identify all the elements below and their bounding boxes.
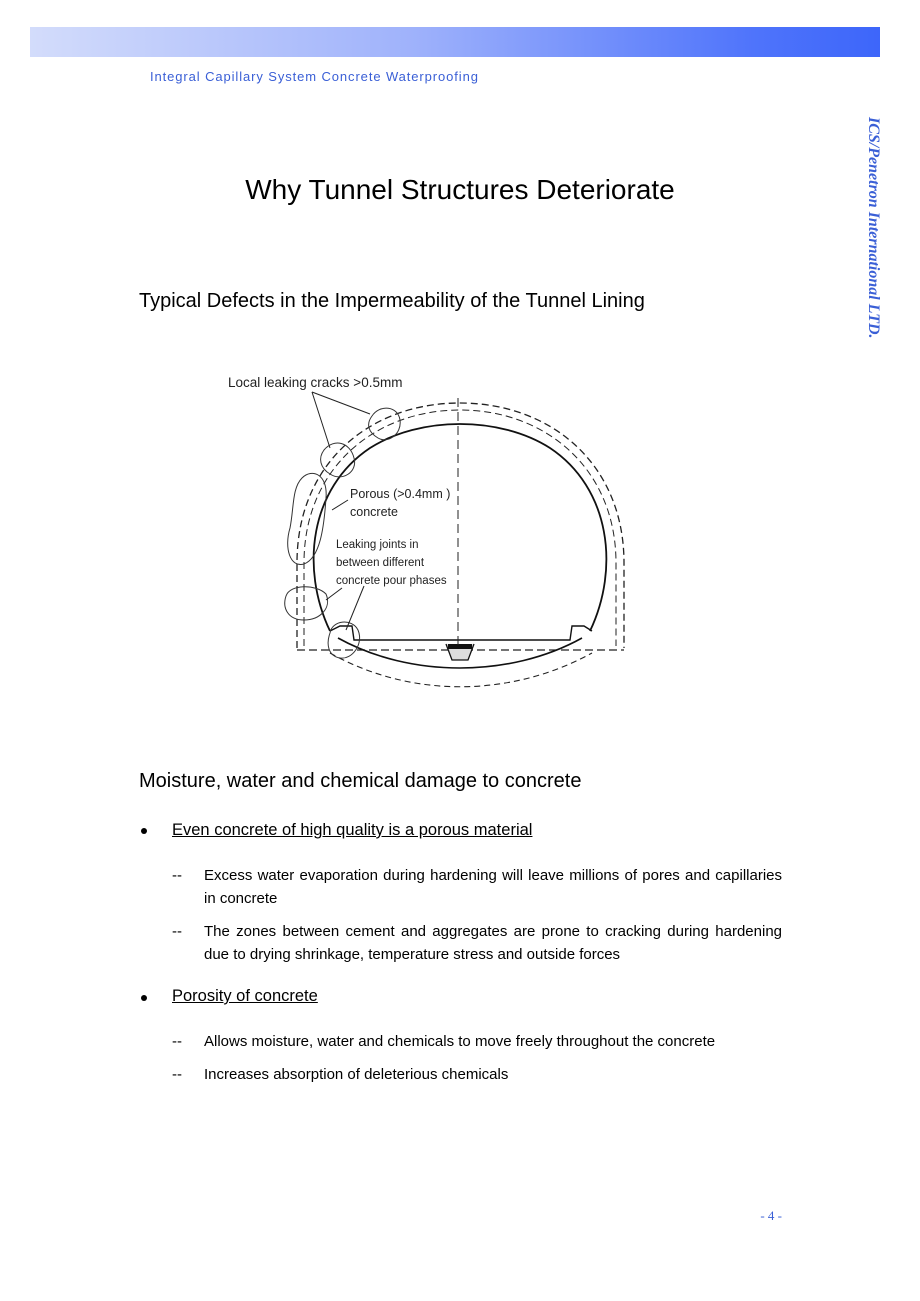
leader-line-5 — [346, 586, 364, 630]
drain-cap — [448, 644, 472, 649]
header-title: Integral Capillary System Concrete Waterproofing — [150, 69, 479, 84]
outer-lining-dashed — [297, 403, 624, 648]
bullet-item-text: Excess water evaporation during hardening will leave millions of pores and capillaries in concrete — [204, 867, 782, 907]
leader-line-3 — [332, 500, 348, 510]
header-gradient-bar — [30, 27, 880, 57]
dash-marker: -- — [172, 867, 182, 884]
side-company-label: ICS/Penetron International LTD. — [865, 117, 882, 339]
joint-blob-side — [285, 587, 328, 620]
leader-line-2 — [312, 392, 330, 448]
outer-lining-dashed-2 — [304, 410, 616, 646]
label-leaking-cracks: Local leaking cracks >0.5mm — [228, 375, 403, 390]
bullet-item-text: Allows moisture, water and chemicals to move freely throughout the concrete — [204, 1033, 716, 1050]
leader-line-1 — [312, 392, 370, 414]
dash-marker: -- — [172, 1066, 182, 1083]
label-joints-line1: Leaking joints in — [336, 539, 419, 551]
label-joints-line3: concrete pour phases — [336, 575, 447, 587]
bullet-item-text: The zones between cement and aggregates are prone to cracking during hardening due to drying shrinkage, temperature stress and outside forces — [204, 923, 782, 963]
section-heading-damage: Moisture, water and chemical damage to concrete — [139, 770, 582, 792]
bullet-item-text: Increases absorption of deleterious chemicals — [204, 1066, 509, 1083]
bullet-dot — [141, 828, 147, 834]
inner-lining — [314, 424, 607, 631]
bullet-title: Even concrete of high quality is a porous material — [172, 821, 533, 839]
crack-blob-left-upper — [321, 443, 355, 477]
tunnel-floor — [330, 626, 592, 640]
label-joints-line2: between different — [336, 557, 425, 569]
dash-marker: -- — [172, 1033, 182, 1050]
section-heading-defects: Typical Defects in the Impermeability of the Tunnel Lining — [139, 290, 645, 312]
page-title: Why Tunnel Structures Deteriorate — [245, 174, 675, 205]
tunnel-lining-diagram — [220, 368, 640, 698]
crack-blob-top — [369, 408, 401, 440]
leader-line-4 — [326, 588, 342, 600]
dash-marker: -- — [172, 923, 182, 940]
label-porous-line1: Porous (>0.4mm ) — [350, 487, 451, 501]
bullet-dot — [141, 995, 147, 1001]
bullet-title: Porosity of concrete — [172, 987, 318, 1005]
crack-blob-left-long — [288, 473, 326, 564]
label-porous-line2: concrete — [350, 505, 398, 519]
page-number: - 4 - — [760, 1208, 782, 1223]
